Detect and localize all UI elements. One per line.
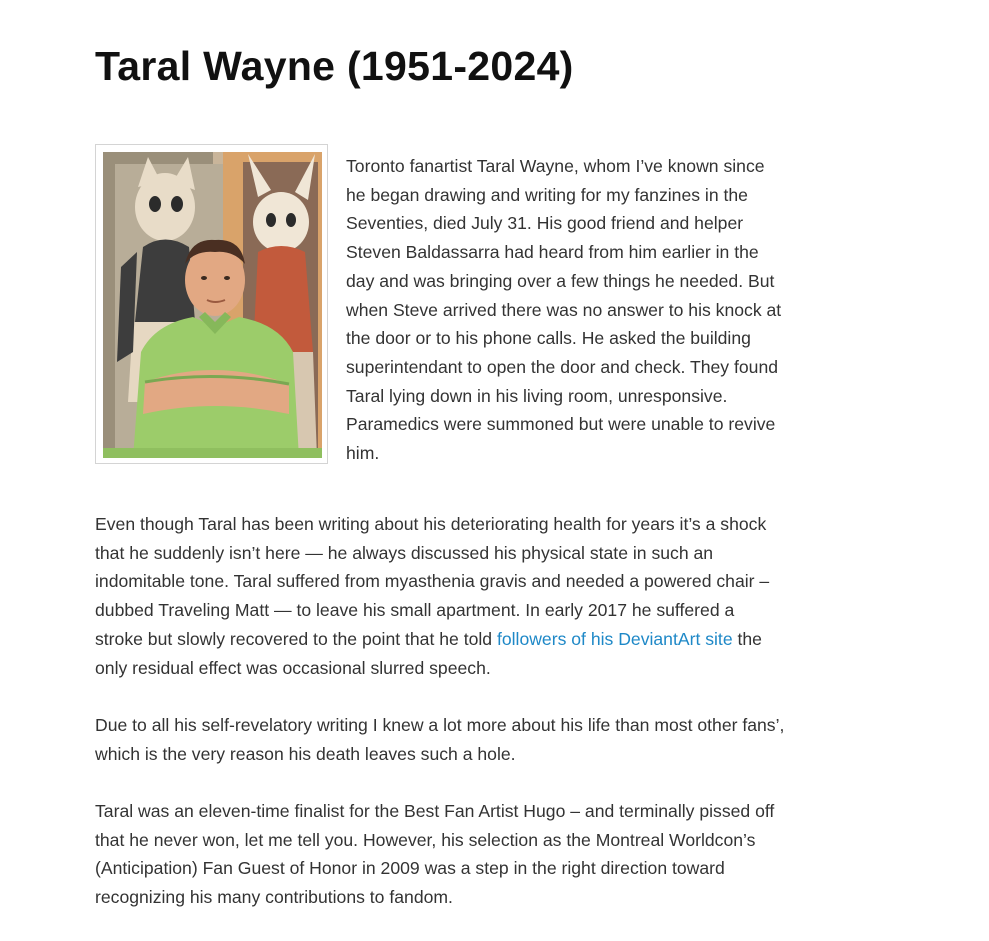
- paragraph-4: Taral was an eleven-time finalist for the Best Fan Artist Hugo – and terminally pissed off that he never won, let me tell you. However, his selection as the Montreal Worldcon’s (Anticipation) Fan Guest of Honor in 2009 was a step in the right direction toward recognizing his many contributions to fandom.: [95, 801, 775, 908]
- paragraph-1-text: Toronto fanartist Taral Wayne, whom I’ve known since he began drawing and writing for my fanzines in the Seventies, died July 31. His good friend and helper Steven Baldassarra had heard from him earlier in the day and was bringing over a few things he needed. But when Steve arrived there was no answer to his knock at the door or to his phone calls. He asked the building superintendant to open the door and check. They found Taral lying down in his living room, unresponsive. Paramedics were summoned but were unable to revive him.: [346, 156, 782, 464]
- paragraph-2-text-before: Even though Taral has been writing about his deteriorating health for years it’s a shock that he suddenly isn’t here — he always discussed his physical state in such an indomitable tone. Taral suffered from myasthenia gravis and needed a powered chair – dubbed Traveling Matt — to leave his small apartment. In early 2017 he suffered a stroke but slowly recovered to the point that he told: [95, 514, 770, 649]
- paragraph-2-text-after: the only residual effect was occasional slurred speech.: [95, 628, 762, 678]
- article: [95, 0, 785, 941]
- deviantart-followers-link[interactable]: followers of his DeviantArt site: [496, 628, 733, 649]
- page-title: Taral Wayne (1951-2024): [95, 43, 574, 89]
- intro-section: [95, 144, 785, 474]
- article-body: [95, 510, 785, 912]
- author-photo-frame: [95, 144, 328, 464]
- paragraph-3: Due to all his self-revelatory writing I knew a lot more about his life than most other fans’, which is the very reason his death leaves such a hole.: [95, 714, 785, 764]
- portrait-photo-icon: [103, 152, 322, 458]
- paragraph-2: [95, 510, 785, 682]
